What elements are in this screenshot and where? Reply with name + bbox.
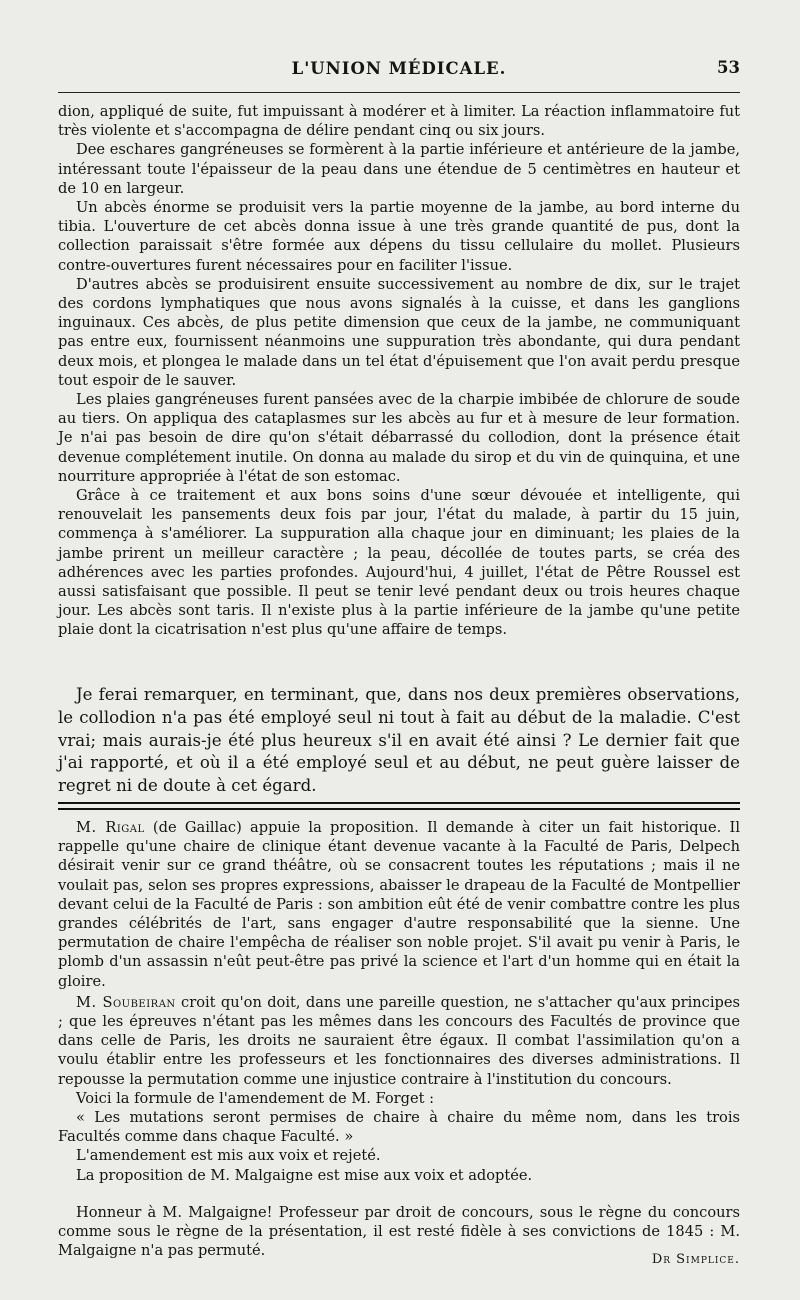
article-paragraph: Grâce à ce traitement et aux bons soins d'une sœur dévouée et intelligente, qui renouvelait les pansements deux fois par jour, l'état du malade, à partir du 15 juin, commença à s'améliorer. La suppuration alla chaque jour en diminuant; les plaies de la jambe prirent un meilleur caractère ; la peau, décollée de toutes parts, se créa des adhérences avec les parties profondes. Aujourd'hui, 4 juillet, l'état de Pêtre Roussel est aussi satisfaisant que possible. Il peut se tenir levé pendant deux ou trois heures chaque jour. Les abcès sont taris. Il n'existe plus à la partie inférieure de la jambe qu'une petite plaie dont la cicatrisation n'est plus qu'une affaire de temps. — [58, 487, 740, 639]
article-paragraph: Les plaies gangréneuses furent pansées avec de la charpie imbibée de chlorure de soude au tiers. On appliqua des cataplasmes sur les abcès au fur et à mesure de leur formation. Je n'ai pas besoin de dire qu'on s'était débarrassé du collodion, dont la présence était devenue complétement inutile. On donna au malade du sirop et du vin de quinquina, et une nourriture appropriée à l'état de son estomac. — [58, 391, 740, 485]
header-rule — [58, 92, 740, 93]
speaker-name: M. Soubeiran — [76, 993, 176, 1011]
speaker-name: M. Rigal — [76, 819, 145, 836]
soubeiran-statement — [58, 993, 740, 1089]
closing-paragraph: Je ferai remarquer, en terminant, que, dans nos deux premières observations, le collodion n'a pas été employé seul ni tout à fait au début de la maladie. C'est vrai; mais aurais-je été plus heureux s'il en avait été ainsi ? Le dernier fait que j'ai rapporté, et où il a été employé seul et au début, ne peut guère laisser de regret ni de doute à cet égard. — [58, 685, 740, 796]
page-header — [58, 55, 740, 89]
article-paragraph: Un abcès énorme se produisit vers la partie moyenne de la jambe, au bord interne du tibia. L'ouverture de cet abcès donna issue à une très grande quantité de pus, dont la collection paraissait s'être formée aux dépens du tissu cellulaire du mollet. Plusieurs contre-ouvertures furent nécessaires pour en faciliter l'issue. — [58, 199, 740, 274]
statement-text: (de Gaillac) appuie la proposition. Il demande à citer un fait historique. Il rappelle qu'une chaire de clinique étant devenue vacante à la Faculté de Paris, Delpech désirait venir sur ce grand théâtre, où se consacrent toutes les réputations ; mais il ne voulait pas, selon ses propres expressions, abaisser le drapeau de la Faculté de Montpellier devant celui de la Faculté de Paris : son ambition eût été de venir combattre contre les plus grandes célébrités de l'art, sans engager d'autre responsabilité que la sienne. Une permutation de chaire l'empêcha de réaliser son noble projet. S'il avait pu venir à Paris, le plomb d'un assassin n'eût peut-être pas privé la science et l'art d'un homme qui en était la gloire. — [58, 819, 740, 990]
article-body — [58, 102, 740, 640]
session-report — [58, 818, 740, 1260]
article-paragraph: Dee eschares gangréneuses se formèrent à la partie inférieure et antérieure de la jambe, intéressant toute l'épaisseur de la peau dans une étendue de 5 centimètres en hauteur et de 10 en largeur. — [58, 141, 740, 197]
statement-text: croit qu'on doit, dans une pareille question, ne s'attacher qu'aux principes ; que les épreuves n'étant pas les mêmes dans les concours des Facultés de province que dans celle de Paris, les droits ne sauraient être égaux. Il combat l'assimilation qu'on a voulu établir entre les professeurs et les fonctionnaires des diverses administrations. Il repousse la permutation comme une injustice contraire à l'institution du concours. — [58, 993, 740, 1088]
signature: Dr Simplice. — [651, 1252, 740, 1267]
amendment-formula: « Les mutations seront permises de chaire à chaire du même nom, dans les trois Facultés comme dans chaque Faculté. » — [58, 1109, 740, 1146]
article-paragraph: dion, appliqué de suite, fut impuissant à modérer et à limiter. La réaction inflammatoire fut très violente et s'accompagna de délire pendant cinq ou six jours. — [58, 103, 740, 140]
honneur-paragraph: Honneur à M. Malgaigne! Professeur par droit de concours, sous le règne du concours comme sous le règne de la présentation, il est resté fidèle à ses convictions de 1845 : M. Malgaigne n'a pas permuté. — [58, 1203, 740, 1260]
section-divider — [58, 802, 740, 810]
page-number: 53 — [717, 58, 740, 77]
journal-title: L'UNION MÉDICALE. — [291, 59, 507, 78]
amendment-intro: Voici la formule de l'amendement de M. Forget : — [76, 1089, 435, 1107]
closing-remark — [58, 684, 740, 798]
rigal-statement — [58, 818, 740, 991]
proposition-adopted: La proposition de M. Malgaigne est mise aux voix et adoptée. — [76, 1166, 533, 1184]
article-paragraph: D'autres abcès se produisirent ensuite successivement au nombre de dix, sur le trajet des cordons lymphatiques que nous avons signalés à la cuisse, et dans les ganglions inguinaux. Ces abcès, de plus petite dimension que ceux de la jambe, ne communiquant pas entre eux, fournissent néanmoins une suppuration très abondante, qui dura pendant deux mois, et plongea le malade dans un tel état d'épuisement que l'on avait perdu presque tout espoir de le sauver. — [58, 275, 740, 389]
amendment-rejected: L'amendement est mis aux voix et rejeté. — [76, 1147, 381, 1165]
